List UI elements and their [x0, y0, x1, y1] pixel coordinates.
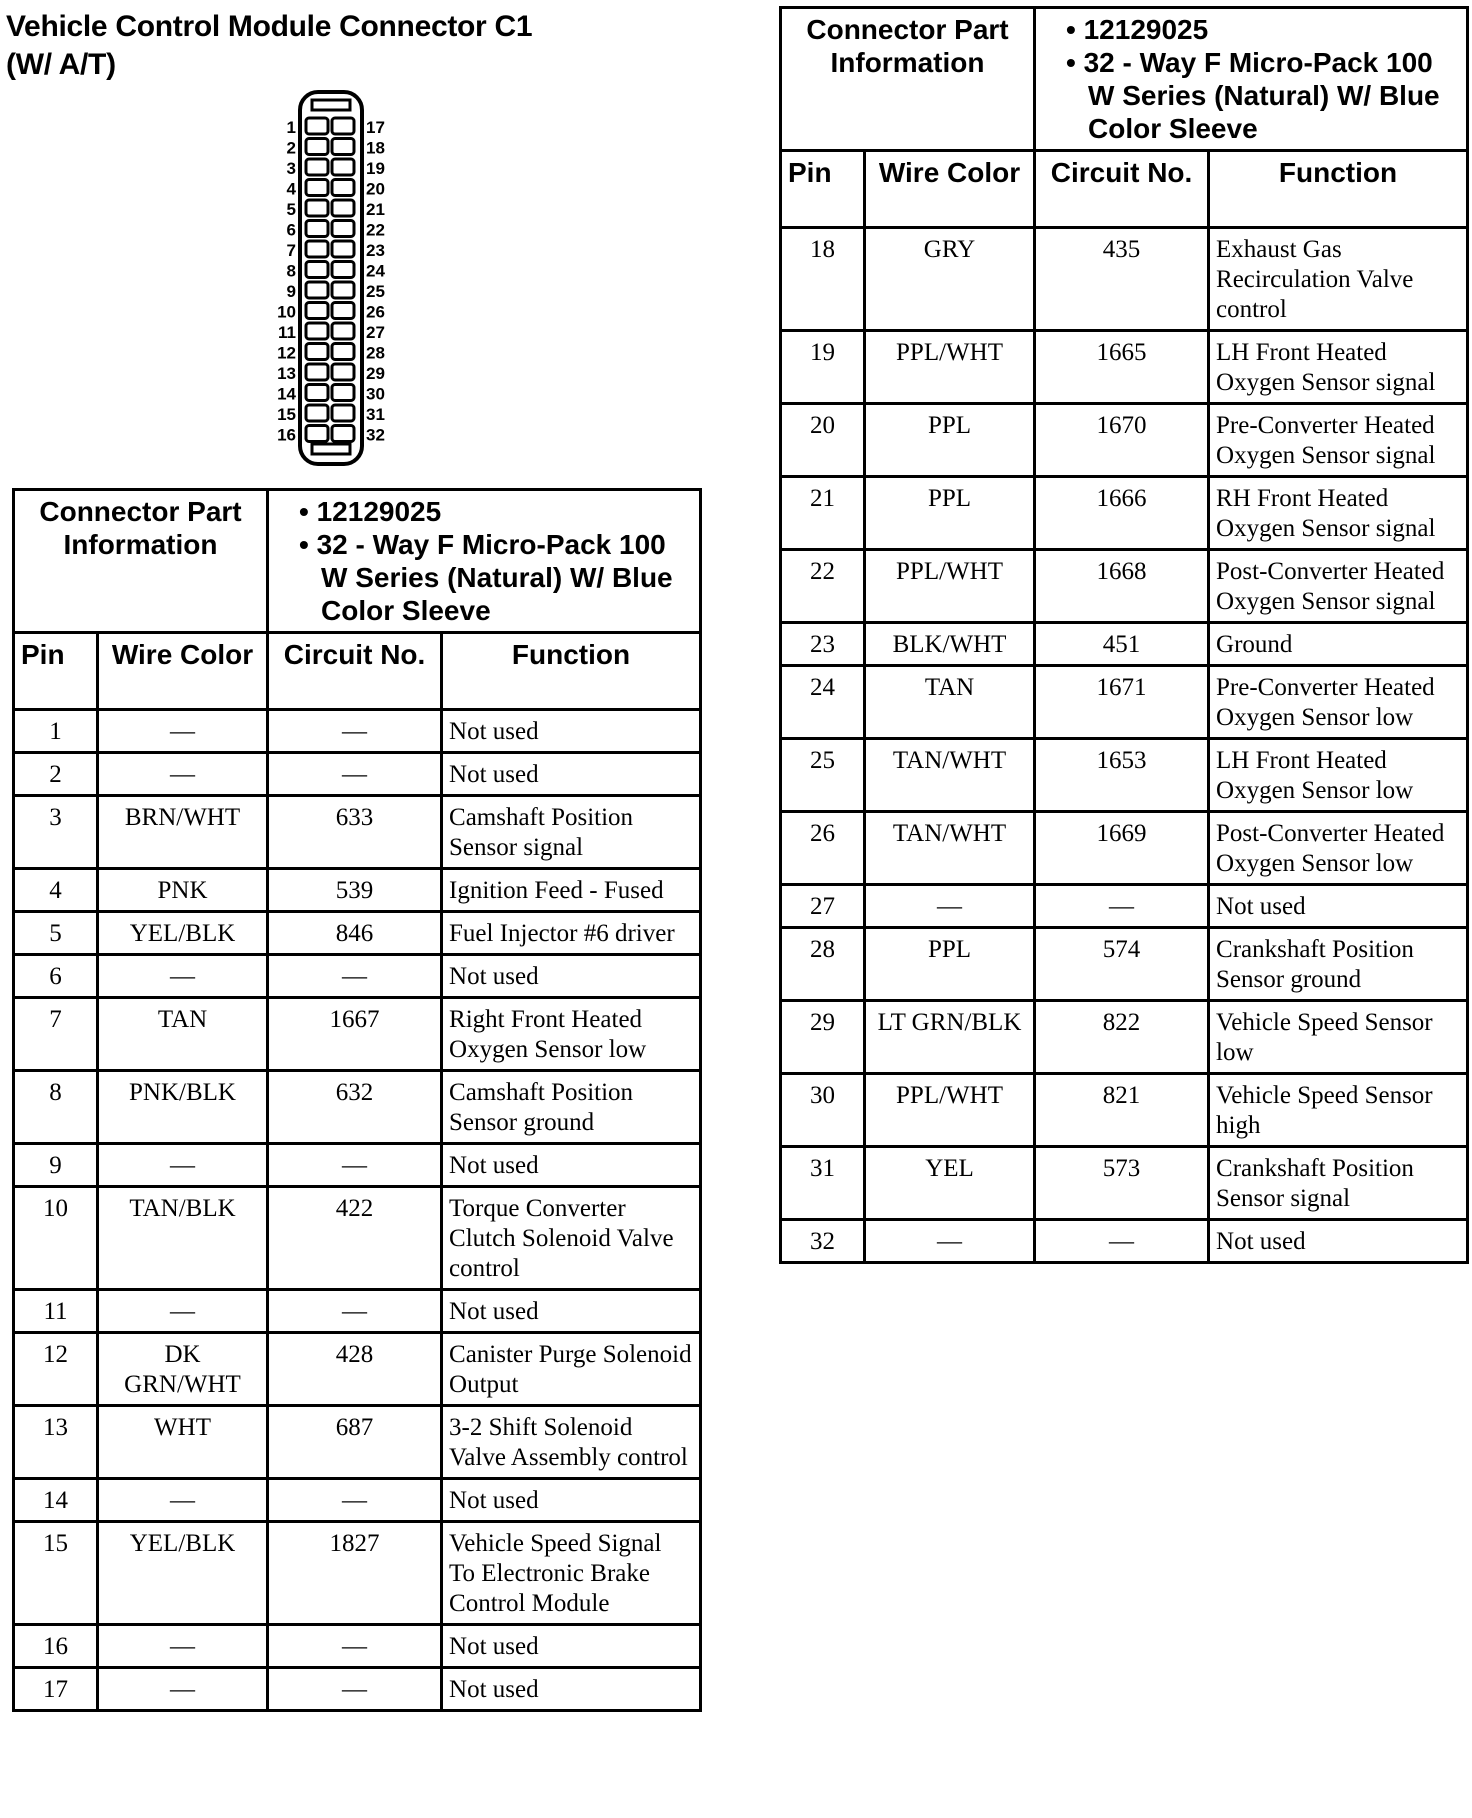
circuit-cell: 846 — [268, 912, 442, 955]
circuit-cell: 632 — [268, 1071, 442, 1144]
pin-cell: 18 — [781, 228, 865, 331]
function-cell: Torque Converter Clutch Solenoid Valve control — [442, 1187, 701, 1290]
part-info-row — [14, 490, 701, 633]
connector-pin — [306, 200, 328, 216]
pin-cell: 4 — [14, 869, 98, 912]
circuit-cell: 821 — [1035, 1074, 1209, 1147]
function-cell: Not used — [442, 1144, 701, 1187]
wire-color-cell: — — [98, 1144, 268, 1187]
function-cell: Pre-Converter Heated Oxygen Sensor low — [1209, 666, 1468, 739]
pin-cell: 10 — [14, 1187, 98, 1290]
pin-cell: 2 — [14, 753, 98, 796]
wire-color-cell: — — [98, 955, 268, 998]
function-cell: Not used — [442, 753, 701, 796]
pin-label: 13 — [277, 364, 296, 383]
table-row — [14, 998, 701, 1071]
pin-label: 24 — [366, 261, 385, 281]
pin-label: 6 — [286, 220, 296, 240]
connector-pin — [306, 405, 328, 421]
circuit-cell: 822 — [1035, 1001, 1209, 1074]
pin-label: 23 — [366, 241, 385, 260]
pin-label: 21 — [366, 200, 385, 219]
connector-part-label: Connector Part Information — [14, 490, 268, 633]
wire-color-cell: TAN/BLK — [98, 1187, 268, 1290]
table-row — [781, 885, 1468, 928]
column-header-function: Function — [442, 633, 701, 710]
wire-color-cell: WHT — [98, 1406, 268, 1479]
connector-pin — [306, 241, 328, 257]
connector-pin — [306, 385, 328, 401]
circuit-cell: 1671 — [1035, 666, 1209, 739]
pin-label: 22 — [366, 220, 385, 240]
wire-color-cell: PNK/BLK — [98, 1071, 268, 1144]
pin-cell: 19 — [781, 331, 865, 404]
function-cell: RH Front Heated Oxygen Sensor signal — [1209, 477, 1468, 550]
column-header-row — [781, 151, 1468, 228]
table-row — [14, 869, 701, 912]
function-cell: Not used — [442, 1625, 701, 1668]
pin-label: 27 — [366, 323, 385, 342]
connector-pin — [332, 118, 354, 134]
connector-diagram — [250, 88, 430, 468]
pin-label: 30 — [366, 384, 385, 404]
connector-pin — [306, 323, 328, 339]
column-header-wire: Wire Color — [98, 633, 268, 710]
title-line-1: Vehicle Control Module Connector C1 — [6, 10, 533, 43]
function-cell: Ground — [1209, 623, 1468, 666]
pin-cell: 22 — [781, 550, 865, 623]
title-line-2: (W/ A/T) — [6, 48, 116, 81]
column-header-circuit: Circuit No. — [268, 633, 442, 710]
connector-pin — [306, 364, 328, 380]
wire-color-cell: — — [98, 1479, 268, 1522]
connector-pin — [306, 139, 328, 155]
column-header-circuit: Circuit No. — [1035, 151, 1209, 228]
pinout-table-right — [779, 6, 1469, 1264]
pin-label: 26 — [366, 302, 385, 322]
page-title — [6, 8, 532, 84]
pin-cell: 14 — [14, 1479, 98, 1522]
part-info-row — [781, 8, 1468, 151]
wire-color-cell: YEL/BLK — [98, 912, 268, 955]
wire-color-cell: PPL/WHT — [865, 550, 1035, 623]
function-cell: Fuel Injector #6 driver — [442, 912, 701, 955]
table-row — [14, 753, 701, 796]
table-row — [14, 1625, 701, 1668]
pin-label: 12 — [277, 343, 296, 363]
function-cell: 3-2 Shift Solenoid Valve Assembly control — [442, 1406, 701, 1479]
pin-label: 16 — [277, 425, 296, 445]
pin-label: 29 — [366, 364, 385, 383]
connector-pin — [332, 303, 354, 319]
wire-color-cell: — — [98, 710, 268, 753]
wire-color-cell: PPL/WHT — [865, 331, 1035, 404]
wire-color-cell: BRN/WHT — [98, 796, 268, 869]
connector-pin — [306, 426, 328, 442]
table-row — [781, 550, 1468, 623]
connector-pin — [306, 221, 328, 237]
pin-cell: 30 — [781, 1074, 865, 1147]
connector-pin — [332, 385, 354, 401]
pin-label: 28 — [366, 343, 385, 363]
circuit-cell: 633 — [268, 796, 442, 869]
circuit-cell: — — [268, 1625, 442, 1668]
function-cell: Vehicle Speed Signal To Electronic Brake Control Module — [442, 1522, 701, 1625]
circuit-cell: — — [268, 955, 442, 998]
pin-label: 17 — [366, 118, 385, 137]
circuit-cell: 435 — [1035, 228, 1209, 331]
function-cell: LH Front Heated Oxygen Sensor low — [1209, 739, 1468, 812]
function-cell: Camshaft Position Sensor signal — [442, 796, 701, 869]
part-description: • 32 - Way F Micro-Pack 100 W Series (Natural) W/ Blue Color Sleeve — [299, 529, 673, 626]
connector-pin — [332, 405, 354, 421]
wire-color-cell: TAN — [98, 998, 268, 1071]
pin-label: 8 — [286, 261, 296, 281]
wire-color-cell: TAN — [865, 666, 1035, 739]
table-row — [781, 404, 1468, 477]
circuit-cell: 539 — [268, 869, 442, 912]
pin-cell: 20 — [781, 404, 865, 477]
table-row — [14, 1187, 701, 1290]
table-row — [14, 710, 701, 753]
table-row — [781, 812, 1468, 885]
table-row — [14, 796, 701, 869]
connector-pin — [306, 282, 328, 298]
connector-pin — [306, 303, 328, 319]
pin-cell: 27 — [781, 885, 865, 928]
table-row — [14, 912, 701, 955]
circuit-cell: — — [268, 1144, 442, 1187]
wire-color-cell: — — [98, 1290, 268, 1333]
pin-label: 11 — [278, 323, 296, 342]
circuit-cell: 1667 — [268, 998, 442, 1071]
column-header-function: Function — [1209, 151, 1468, 228]
function-cell: Right Front Heated Oxygen Sensor low — [442, 998, 701, 1071]
circuit-cell: 574 — [1035, 928, 1209, 1001]
circuit-cell: — — [1035, 885, 1209, 928]
pin-label: 31 — [366, 405, 385, 424]
pin-cell: 3 — [14, 796, 98, 869]
function-cell: Not used — [1209, 1220, 1468, 1263]
connector-pin — [306, 180, 328, 196]
table-row — [781, 666, 1468, 739]
pin-cell: 7 — [14, 998, 98, 1071]
circuit-cell: — — [1035, 1220, 1209, 1263]
table-row — [781, 739, 1468, 812]
wire-color-cell: PPL — [865, 477, 1035, 550]
circuit-cell: 422 — [268, 1187, 442, 1290]
wire-color-cell: PPL/WHT — [865, 1074, 1035, 1147]
column-header-pin: Pin — [14, 633, 98, 710]
function-cell: Vehicle Speed Sensor low — [1209, 1001, 1468, 1074]
connector-pin — [332, 200, 354, 216]
function-cell: Crankshaft Position Sensor signal — [1209, 1147, 1468, 1220]
table-row — [781, 1220, 1468, 1263]
part-number: • 12129025 — [1066, 14, 1209, 45]
function-cell: Post-Converter Heated Oxygen Sensor low — [1209, 812, 1468, 885]
wire-color-cell: YEL — [865, 1147, 1035, 1220]
pin-cell: 11 — [14, 1290, 98, 1333]
wire-color-cell: — — [98, 753, 268, 796]
circuit-cell: 1669 — [1035, 812, 1209, 885]
circuit-cell: — — [268, 1290, 442, 1333]
part-number: • 12129025 — [299, 496, 442, 527]
circuit-cell: 1665 — [1035, 331, 1209, 404]
pin-cell: 9 — [14, 1144, 98, 1187]
connector-pin — [332, 139, 354, 155]
pin-label: 9 — [286, 282, 296, 301]
pin-cell: 15 — [14, 1522, 98, 1625]
connector-part-label: Connector Part Information — [781, 8, 1035, 151]
pin-cell: 31 — [781, 1147, 865, 1220]
circuit-cell: — — [268, 710, 442, 753]
function-cell: Crankshaft Position Sensor ground — [1209, 928, 1468, 1001]
pin-label: 14 — [277, 384, 296, 404]
connector-pin — [332, 221, 354, 237]
pin-cell: 6 — [14, 955, 98, 998]
pin-cell: 24 — [781, 666, 865, 739]
function-cell: Ignition Feed - Fused — [442, 869, 701, 912]
function-cell: Not used — [442, 1668, 701, 1711]
pin-cell: 29 — [781, 1001, 865, 1074]
connector-pin — [332, 364, 354, 380]
pin-label: 4 — [286, 179, 296, 199]
pin-label: 18 — [366, 138, 385, 158]
circuit-cell: 1666 — [1035, 477, 1209, 550]
function-cell: Vehicle Speed Sensor high — [1209, 1074, 1468, 1147]
circuit-cell: — — [268, 1479, 442, 1522]
circuit-cell: 1827 — [268, 1522, 442, 1625]
table-row — [781, 228, 1468, 331]
function-cell: Not used — [442, 710, 701, 753]
pin-cell: 26 — [781, 812, 865, 885]
function-cell: Exhaust Gas Recirculation Valve control — [1209, 228, 1468, 331]
connector-pin — [332, 180, 354, 196]
wire-color-cell: BLK/WHT — [865, 623, 1035, 666]
part-description: • 32 - Way F Micro-Pack 100 W Series (Natural) W/ Blue Color Sleeve — [1066, 47, 1440, 144]
pin-cell: 16 — [14, 1625, 98, 1668]
pin-cell: 13 — [14, 1406, 98, 1479]
table-row — [14, 1290, 701, 1333]
connector-pin — [332, 241, 354, 257]
pin-label: 7 — [286, 241, 296, 260]
wire-color-cell: — — [98, 1625, 268, 1668]
connector-pin — [306, 159, 328, 175]
pin-cell: 28 — [781, 928, 865, 1001]
function-cell: LH Front Heated Oxygen Sensor signal — [1209, 331, 1468, 404]
circuit-cell: — — [268, 753, 442, 796]
pin-cell: 21 — [781, 477, 865, 550]
connector-pin — [332, 262, 354, 278]
function-cell: Post-Converter Heated Oxygen Sensor signal — [1209, 550, 1468, 623]
pin-cell: 8 — [14, 1071, 98, 1144]
connector-pin — [306, 344, 328, 360]
table-row — [14, 1144, 701, 1187]
circuit-cell: 1670 — [1035, 404, 1209, 477]
connector-pin — [332, 159, 354, 175]
table-row — [14, 955, 701, 998]
circuit-cell: 1653 — [1035, 739, 1209, 812]
pin-label: 2 — [286, 138, 296, 158]
wire-color-cell: PNK — [98, 869, 268, 912]
wire-color-cell: — — [98, 1668, 268, 1711]
circuit-cell: — — [268, 1668, 442, 1711]
pin-label: 20 — [366, 179, 385, 199]
pin-label: 15 — [277, 405, 296, 424]
circuit-cell: 687 — [268, 1406, 442, 1479]
pin-cell: 5 — [14, 912, 98, 955]
wire-color-cell: TAN/WHT — [865, 812, 1035, 885]
connector-pin — [306, 118, 328, 134]
pin-cell: 32 — [781, 1220, 865, 1263]
column-header-wire: Wire Color — [865, 151, 1035, 228]
table-row — [781, 1147, 1468, 1220]
table-row — [14, 1071, 701, 1144]
circuit-cell: 428 — [268, 1333, 442, 1406]
function-cell: Not used — [442, 955, 701, 998]
wire-color-cell: TAN/WHT — [865, 739, 1035, 812]
table-row — [781, 1001, 1468, 1074]
pin-cell: 25 — [781, 739, 865, 812]
pin-cell: 23 — [781, 623, 865, 666]
table-row — [781, 1074, 1468, 1147]
table-row — [14, 1479, 701, 1522]
pin-cell: 12 — [14, 1333, 98, 1406]
circuit-cell: 451 — [1035, 623, 1209, 666]
wire-color-cell: — — [865, 885, 1035, 928]
pin-label: 1 — [286, 118, 296, 137]
wire-color-cell: LT GRN/BLK — [865, 1001, 1035, 1074]
function-cell: Not used — [1209, 885, 1468, 928]
pin-label: 5 — [286, 200, 296, 219]
wire-color-cell: GRY — [865, 228, 1035, 331]
pinout-table-left — [12, 488, 702, 1712]
wire-color-cell: YEL/BLK — [98, 1522, 268, 1625]
part-info — [1035, 8, 1468, 151]
table-row — [781, 623, 1468, 666]
connector-pin — [332, 426, 354, 442]
function-cell: Not used — [442, 1290, 701, 1333]
connector-pin — [306, 262, 328, 278]
pin-cell: 1 — [14, 710, 98, 753]
column-header-row — [14, 633, 701, 710]
table-row — [781, 331, 1468, 404]
table-row — [781, 477, 1468, 550]
column-header-pin: Pin — [781, 151, 865, 228]
connector-pin — [332, 282, 354, 298]
table-row — [14, 1522, 701, 1625]
connector-pin — [332, 344, 354, 360]
pin-label: 19 — [366, 159, 385, 178]
wire-color-cell: DK GRN/WHT — [98, 1333, 268, 1406]
function-cell: Camshaft Position Sensor ground — [442, 1071, 701, 1144]
wire-color-cell: PPL — [865, 928, 1035, 1001]
connector-pin — [332, 323, 354, 339]
function-cell: Canister Purge Solenoid Output — [442, 1333, 701, 1406]
wire-color-cell: PPL — [865, 404, 1035, 477]
function-cell: Not used — [442, 1479, 701, 1522]
function-cell: Pre-Converter Heated Oxygen Sensor signal — [1209, 404, 1468, 477]
pin-label: 3 — [286, 159, 296, 178]
table-row — [14, 1406, 701, 1479]
circuit-cell: 573 — [1035, 1147, 1209, 1220]
circuit-cell: 1668 — [1035, 550, 1209, 623]
pin-label: 10 — [277, 302, 296, 322]
pin-cell: 17 — [14, 1668, 98, 1711]
part-info — [268, 490, 701, 633]
wire-color-cell: — — [865, 1220, 1035, 1263]
pin-label: 25 — [366, 282, 385, 301]
table-row — [781, 928, 1468, 1001]
pin-label: 32 — [366, 425, 385, 445]
table-row — [14, 1668, 701, 1711]
table-row — [14, 1333, 701, 1406]
